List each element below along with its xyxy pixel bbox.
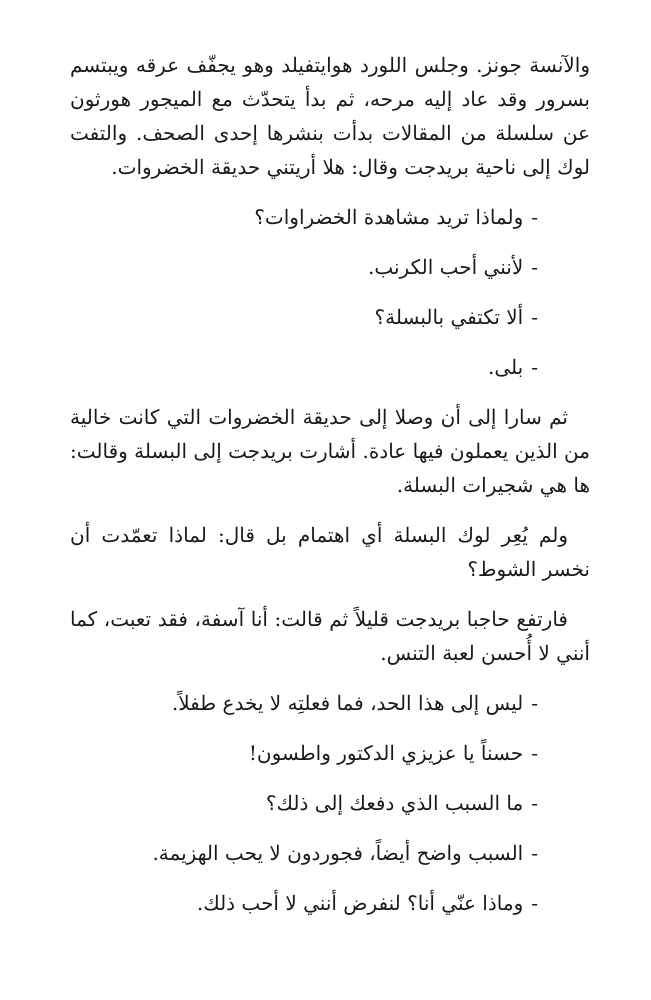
dialogue-line-9 bbox=[70, 886, 590, 920]
dialogue-text: السبب واضح أيضاً، فجوردون لا يحب الهزيمة. bbox=[152, 841, 524, 865]
paragraph-2: ثم سارا إلى أن وصلا إلى حديقة الخضروات التي كانت خالية من الذين يعملون فيها عادة. أشارت بريدجت إلى البسلة وقالت: ها هي شجيرات البسلة. bbox=[70, 405, 590, 497]
book-page bbox=[70, 48, 590, 936]
dialogue-text: ليس إلى هذا الحد، فما فعلتِه لا يخدع طفلاً. bbox=[171, 691, 524, 715]
dialogue-dash: - bbox=[531, 841, 538, 865]
dialogue-text: ولماذا تريد مشاهدة الخضراوات؟ bbox=[254, 205, 524, 229]
dialogue-text: ألا تكتفي بالبسلة؟ bbox=[374, 305, 524, 329]
dialogue-line-7 bbox=[70, 786, 590, 820]
dialogue-dash: - bbox=[531, 791, 538, 815]
paragraph-3: ولم يُعِر لوك البسلة أي اهتمام بل قال: لماذا تعمّدت أن نخسر الشوط؟ bbox=[70, 523, 590, 581]
dialogue-line-4 bbox=[70, 350, 590, 384]
dialogue-dash: - bbox=[531, 891, 538, 915]
paragraph-1: والآنسة جونز. وجلس اللورد هوايتفيلد وهو يجفّف عرقه ويبتسم بسرور وقد عاد إليه مرحه، ثم بدأ يتحدّث مع الميجور هورثون عن سلسلة من المقالات بدأت بنشرها إحدى الصحف. والتفت لوك إلى ناحية بريدجت وقال: هلا أريتني حديقة الخضروات. bbox=[70, 53, 590, 179]
dialogue-text: وماذا عنّي أنا؟ لنفرض أنني لا أحب ذلك. bbox=[196, 891, 524, 915]
dialogue-line-8 bbox=[70, 836, 590, 870]
dialogue-line-6 bbox=[70, 736, 590, 770]
dialogue-dash: - bbox=[531, 205, 538, 229]
dialogue-line-1 bbox=[70, 200, 590, 234]
dialogue-text: بلى. bbox=[488, 355, 524, 379]
dialogue-dash: - bbox=[531, 255, 538, 279]
dialogue-text: ما السبب الذي دفعك إلى ذلك؟ bbox=[265, 791, 524, 815]
dialogue-dash: - bbox=[531, 305, 538, 329]
dialogue-line-5 bbox=[70, 686, 590, 720]
dialogue-line-3 bbox=[70, 300, 590, 334]
dialogue-dash: - bbox=[531, 741, 538, 765]
dialogue-dash: - bbox=[531, 691, 538, 715]
dialogue-text: حسناً يا عزيزي الدكتور واطسون! bbox=[248, 741, 524, 765]
dialogue-dash: - bbox=[531, 355, 538, 379]
dialogue-line-2 bbox=[70, 250, 590, 284]
paragraph-4: فارتفع حاجبا بريدجت قليلاً ثم قالت: أنا آسفة، فقد تعبت، كما أنني لا أُحسن لعبة التنس. bbox=[70, 607, 590, 665]
dialogue-text: لأنني أحب الكرنب. bbox=[367, 255, 524, 279]
